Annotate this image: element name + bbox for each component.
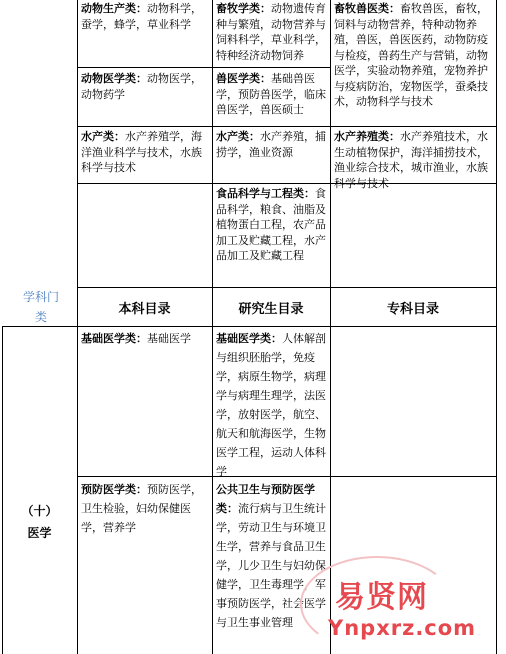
category-text: 畜牧兽医，畜牧，饲料与动物营养，特种动物养殖，兽医，兽医医药，动物防疫与检疫，兽药生产与营销，动物医学，实验动物养殖，宠物养护与疫病防治，宠物医学，蚕桑技术，动物科学与技术 <box>334 2 488 108</box>
category-title: 水产类 <box>81 130 114 143</box>
watermark-url: Ynpxrz.com <box>328 616 477 640</box>
category-text: 基础兽医学，预防兽医学，临床兽医学，兽医硕士 <box>216 72 326 116</box>
header-top-line <box>77 287 496 288</box>
category-text: 食品科学，粮食、油脂及植物蛋白工程，农产品加工及贮藏工程，水产品加工及贮藏工程 <box>216 187 326 262</box>
category-text: 人体解剖与组织胚胎学，免疫学，病原生物学，病理学与病理生理学，法医学，放射医学，航空、航天和航海医学，生物医学工程，运动人体科学 <box>216 332 326 478</box>
separator: ： <box>389 2 400 15</box>
category-text: 动物科学，蚕学，蜂学，草业科学 <box>81 2 202 31</box>
cell-grad-food-science <box>216 186 328 264</box>
category-title: 水产类 <box>216 130 249 143</box>
cell-undergrad-basic-medicine <box>81 329 209 348</box>
cell-undergrad-animal-production <box>81 1 209 32</box>
cell-grad-aquatic <box>216 129 328 160</box>
separator: ： <box>227 502 238 515</box>
separator: ： <box>304 187 315 200</box>
watermark-logo-text: 易贤网 <box>335 580 428 615</box>
header-grad: 研究生目录 <box>238 302 304 317</box>
cell-college-aquaculture <box>334 129 494 191</box>
separator: ： <box>136 2 147 15</box>
table-divider-2 <box>330 0 331 654</box>
category-text: 动物遗传育种与繁殖，动物营养与饲料科学，草业科学，特种经济动物饲养 <box>216 2 326 62</box>
table-border-outer <box>2 326 3 654</box>
category-text: 流行病与卫生统计学，劳动卫生与环境卫生学，营养与食品卫生学，儿少卫生与妇幼保健学，卫生毒理学，军事预防医学，社会医学与卫生事业管理 <box>216 502 326 629</box>
separator: ： <box>260 72 271 85</box>
table-divider-1 <box>212 0 213 654</box>
header-college: 专科目录 <box>386 302 439 317</box>
category-title: 食品科学与工程类 <box>216 187 304 200</box>
row-divider <box>77 183 212 184</box>
category-text: 基础医学 <box>147 332 191 345</box>
category-title: 预防医学类 <box>81 483 136 496</box>
separator: ： <box>260 2 271 15</box>
category-title: 动物医学类 <box>81 72 136 85</box>
cell-college-animal-husbandry-vet <box>334 1 494 110</box>
table-border-left <box>77 0 78 654</box>
row-divider <box>77 67 212 68</box>
separator: ： <box>136 483 147 496</box>
separator: ： <box>136 72 147 85</box>
category-title: 动物生产类 <box>81 2 136 15</box>
separator: ： <box>136 332 147 345</box>
category-title: 公共卫生与预防医学类 <box>216 483 315 515</box>
category-text: 动物医学，动物药学 <box>81 72 202 101</box>
category-title: 水产养殖类 <box>334 130 389 143</box>
category-name: 医学 <box>27 526 52 540</box>
category-text: 水产养殖，捕捞学，渔业资源 <box>216 130 326 159</box>
separator: ： <box>271 332 282 345</box>
category-number: （十） <box>21 504 58 518</box>
cell-undergrad-animal-medicine <box>81 71 209 102</box>
cell-grad-veterinary <box>216 71 328 118</box>
category-title: 畜牧学类 <box>216 2 260 15</box>
separator: ： <box>389 130 400 143</box>
header-undergrad: 本科目录 <box>118 302 171 317</box>
category-title: 基础医学类 <box>216 332 271 345</box>
category-text: 预防医学，卫生检验，妇幼保健医学，营养学 <box>81 483 202 534</box>
cell-grad-basic-medicine <box>216 329 328 481</box>
table-border-right <box>496 0 497 654</box>
category-title: 畜牧兽医类 <box>334 2 389 15</box>
row-divider <box>77 126 496 127</box>
medicine-category-label <box>2 500 77 544</box>
row-divider <box>212 67 330 68</box>
category-title: 基础医学类 <box>81 332 136 345</box>
header-bottom-line <box>2 326 496 327</box>
cell-grad-animal-husbandry <box>216 1 328 63</box>
cell-undergrad-aquatic <box>81 129 209 176</box>
cell-undergrad-preventive-medicine <box>81 480 209 537</box>
category-text: 水产养殖技术，水生动植物保护，海洋捕捞技术，渔业综合技术，城市渔业，水族科学与技术 <box>334 130 488 190</box>
header-category: 学科门类 <box>22 290 59 324</box>
separator: ： <box>114 130 125 143</box>
category-text: 水产养殖学，海洋渔业科学与技术，水族科学与技术 <box>81 130 202 174</box>
category-title: 兽医学类 <box>216 72 260 85</box>
separator: ： <box>249 130 260 143</box>
